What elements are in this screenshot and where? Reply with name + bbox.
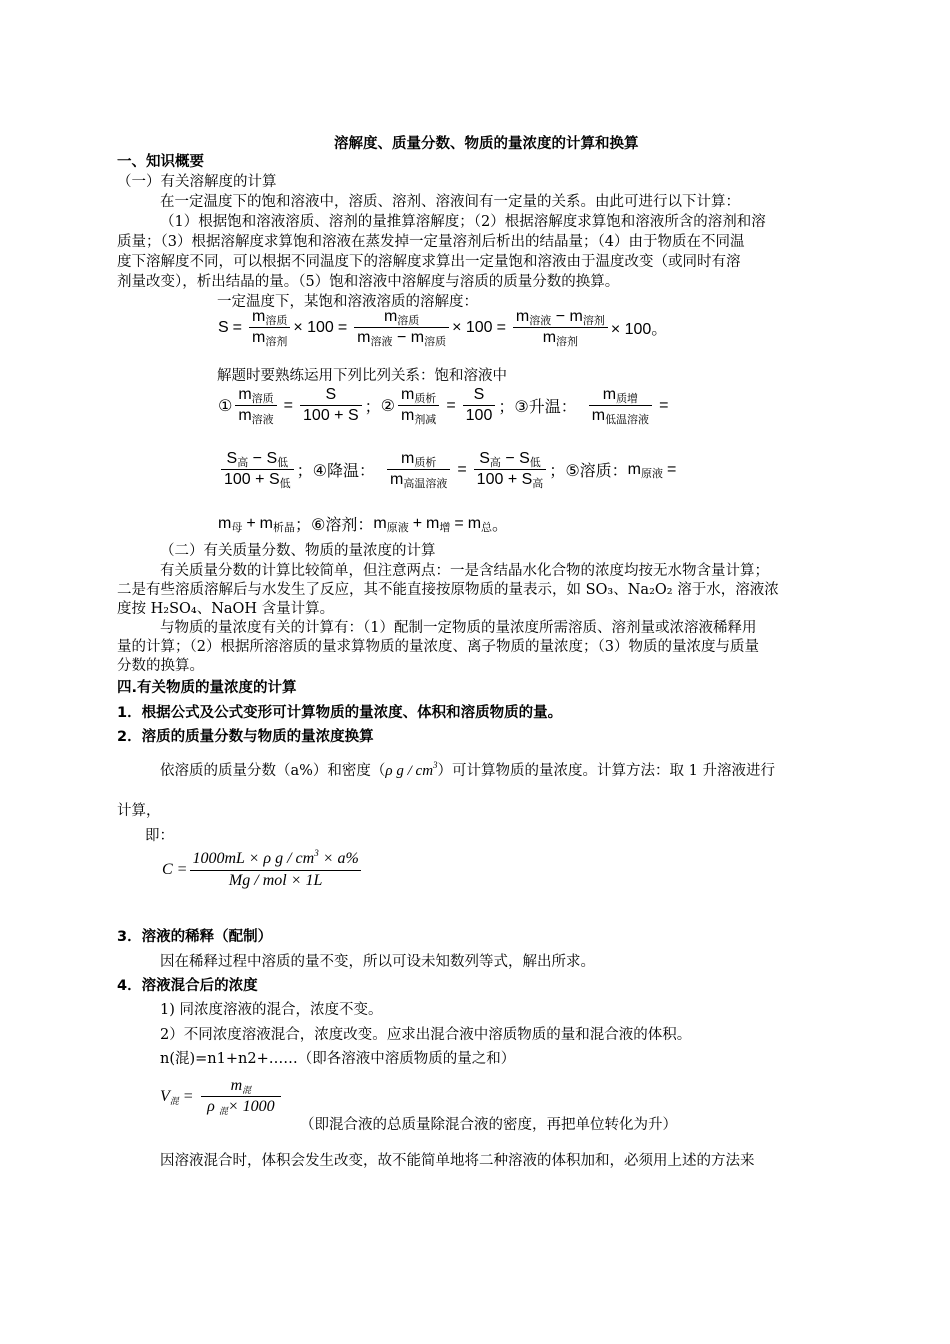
paragraph: 因溶液混合时，体积会发生改变，故不能简单地将二种溶液的体积加和，必须用上述的方法来 <box>160 1153 755 1169</box>
paragraph: 与物质的量浓度有关的计算有：（1）配制一定物质的量浓度所需溶质、溶剂量或浓溶液稀释用 <box>160 620 757 636</box>
paragraph: 一定温度下，某饱和溶液溶质的溶解度： <box>217 294 478 310</box>
paragraph: 有关质量分数的计算比较简单，但注意两点：一是含结晶水化合物的浓度均按无水物含量计算； <box>160 563 769 579</box>
paragraph: 质量；（3）根据溶解度求算饱和溶液在蒸发掉一定量溶剂后析出的结晶量；（4）由于物质在不同温 <box>117 234 745 250</box>
paragraph: 解题时要熟练运用下列比列关系：饱和溶液中 <box>217 368 507 384</box>
subheading-solubility: （一）有关溶解度的计算 <box>117 174 277 190</box>
solubility-formula: S = $\frac{\text{m溶质}}{\text{m溶剂}}$ × 100 = $\frac{\text{m溶质}}{\text{m溶液 − m溶质}}$ × 100 = $\frac{\text{m溶液 − m溶剂}}{\text{m溶剂}}$ × 100。 <box>218 308 668 348</box>
list-item: 3．溶液的稀释（配制） <box>117 929 273 945</box>
paragraph: n(混)=n1+n2+……（即各溶液中溶质物质的量之和） <box>160 1051 516 1067</box>
paragraph: 度按 H₂SO₄、NaOH 含量计算。 <box>117 601 335 617</box>
molarity-formula: C = $\frac{1000mL \times \rho g / cm^3 \times a\%}{\text{Mg / mol × 1L}}$ <box>162 848 359 889</box>
list-item: 1．根据公式及公式变形可计算物质的量浓度、体积和溶质物质的量。 <box>117 705 563 721</box>
paragraph: 剂量改变），析出结晶的量。（5）饱和溶液中溶解度与溶质的质量分数的换算。 <box>117 274 620 290</box>
section-heading-4: 四.有关物质的量浓度的计算 <box>117 680 297 696</box>
paragraph: 依溶质的质量分数（a%）和密度（ρ g / $cm^3$）可计算物质的量浓度。计算方法：取 1 升溶液进行 <box>160 760 775 779</box>
list-item: 2．溶质的质量分数与物质的量浓度换算 <box>117 729 374 745</box>
section-heading-1: 一、知识概要 <box>117 154 204 170</box>
paragraph: 计算， <box>117 803 161 819</box>
paragraph: （即混合液的总质量除混合液的密度，再把单位转化为升） <box>300 1117 677 1133</box>
paragraph: 1) 同浓度溶液的混合，浓度不变。 <box>160 1002 383 1018</box>
paragraph: 分数的换算。 <box>117 658 204 674</box>
paragraph: 2）不同浓度溶液混合，浓度改变。应求出混合液中溶质物质的量和混合液的体积。 <box>160 1027 692 1043</box>
page-title: 溶解度、质量分数、物质的量浓度的计算和换算 <box>334 136 639 152</box>
paragraph: （1）根据饱和溶液溶质、溶剂的量推算溶解度；（2）根据溶解度求算饱和溶液所含的溶剂和溶 <box>160 214 766 230</box>
paragraph: 因在稀释过程中溶质的量不变，所以可设未知数列等式，解出所求。 <box>160 954 595 970</box>
paragraph: 在一定温度下的饱和溶液中，溶质、溶剂、溶液间有一定量的关系。由此可进行以下计算： <box>160 194 740 210</box>
ratio-formula-row: $\frac{\text{S高 − S低}}{\text{100 + S低}}$ ； ④降温： $\frac{\text{m质析}}{\text{m高温溶液}}$ = $\frac{\text{S高 − S低}}{\text{100 + S高}}$ ； ⑤溶质： m原液 = <box>218 450 680 489</box>
ratio-formula-row: ① $\frac{\text{m溶质}}{\text{m溶液}}$ = $\frac{S}{100 + S}$ ； ② $\frac{\text{m质析}}{\text{m剂减}}$ = $\frac{S}{100}$ ； ③升温： $\frac{\text{m质增}}{\text{m低温溶液}}$ = <box>218 386 669 426</box>
volume-formula: V混 = $\frac{\text{m混}}{\text{ρ 混× 1000}}$ <box>160 1077 284 1116</box>
paragraph: 度下溶解度不同，可以根据不同温度下的溶解度求算出一定量饱和溶液由于温度改变（或同时有溶 <box>117 254 741 270</box>
paragraph: 即： <box>145 828 174 844</box>
paragraph: 量的计算；（2）根据所溶溶质的量求算物质的量浓度、离子物质的量浓度；（3）物质的量浓度与质量 <box>117 639 759 655</box>
subheading-mass-fraction: （二）有关质量分数、物质的量浓度的计算 <box>160 543 436 559</box>
ratio-formula-row: m母 + m析晶 ； ⑥溶剂： m原液 + m增 = m总 。 <box>218 514 509 534</box>
list-item: 4．溶液混合后的浓度 <box>117 978 258 994</box>
paragraph: 二是有些溶质溶解后与水发生了反应，其不能直接按原物质的量表示，如 SO₃、Na₂O₂ 溶于水，溶液浓 <box>117 582 779 598</box>
